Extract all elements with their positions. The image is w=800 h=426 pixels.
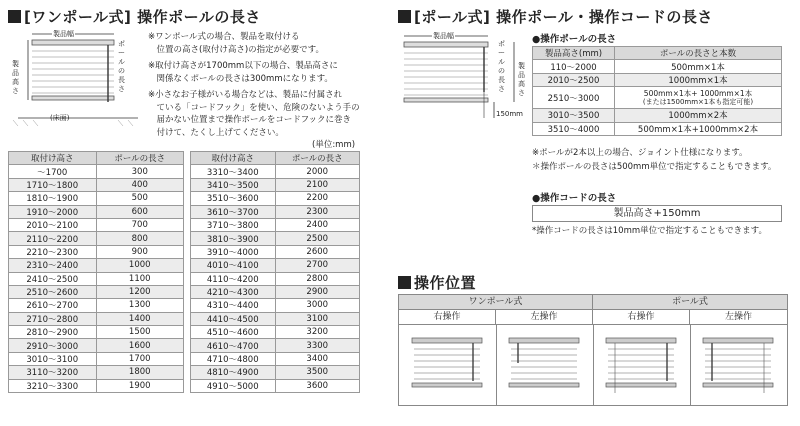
one-pole-pole-label: ポールの長さ xyxy=(118,40,125,93)
pole-length-cell: 2300 xyxy=(275,205,360,218)
table-row xyxy=(191,192,360,205)
pole-length-cell: 2000 xyxy=(275,165,360,178)
one-pole-notes xyxy=(148,31,360,139)
height-cell: 2410～2500 xyxy=(9,272,97,285)
col-header: ポールの長さ xyxy=(96,152,184,165)
height-cell: 2810～2900 xyxy=(9,326,97,339)
pole-spec-cell: 1000mm×2本 xyxy=(615,109,782,122)
pole-table xyxy=(532,46,782,136)
col-right-op-1: 右操作 xyxy=(399,310,496,325)
table-row xyxy=(9,285,184,298)
note-line: ている「コードフック」を使い、危険のないよう手の xyxy=(148,102,360,113)
table-row xyxy=(9,339,184,352)
pole-length-cell: 2800 xyxy=(275,272,360,285)
pole-length-cell: 2900 xyxy=(275,285,360,298)
pole-length-cell: 1700 xyxy=(96,352,184,365)
height-cell: 3410～3500 xyxy=(191,178,276,191)
height-cell: 3110～3200 xyxy=(9,366,97,379)
height-cell: 2910～3000 xyxy=(9,339,97,352)
table-row xyxy=(9,379,184,392)
table-row xyxy=(191,272,360,285)
pole-width-label: 製品幅 xyxy=(433,32,454,40)
height-cell: 4910～5000 xyxy=(191,379,276,392)
note-line: ※ワンポール式の場合、製品を取付ける xyxy=(148,32,300,42)
one-pole-table-2 xyxy=(190,151,360,393)
note-line: 付けて、たくし上げてください。 xyxy=(148,127,284,138)
one-pole-width-label: 製品幅 xyxy=(53,30,74,38)
table-row xyxy=(9,178,184,191)
height-cell: 3010～3100 xyxy=(9,352,97,365)
product-height-cell: 3010～3500 xyxy=(533,109,615,122)
table-row xyxy=(191,339,360,352)
height-cell: 4410～4500 xyxy=(191,312,276,325)
table-row xyxy=(191,285,360,298)
table-row xyxy=(191,178,360,191)
height-cell: 2010～2100 xyxy=(9,218,97,231)
pole-spec-cell: 500mm×1本 xyxy=(615,60,782,73)
height-cell: 2610～2700 xyxy=(9,299,97,312)
pole-length-cell: 1900 xyxy=(96,379,184,392)
col-right-op-2: 右操作 xyxy=(593,310,690,325)
pole-note-2: ＊操作ポールの長さは500mm単位で指定することもできます。 xyxy=(532,162,777,172)
height-cell: 3810～3900 xyxy=(191,232,276,245)
pole-length-cell: 2100 xyxy=(275,178,360,191)
pole-length-cell: 1200 xyxy=(96,285,184,298)
table-row xyxy=(9,352,184,365)
table-row xyxy=(9,218,184,231)
unit-label: (単位:mm) xyxy=(312,140,356,150)
table-row xyxy=(9,366,184,379)
cord-len-label: 150mm xyxy=(496,110,523,118)
one-pole-height-label: 製品高さ xyxy=(12,60,19,95)
pole-length-cell: 2400 xyxy=(275,218,360,231)
pole-spec-cell: 500mm×1本+1000mm×2本 xyxy=(615,122,782,135)
blind-pole-right-icon xyxy=(605,337,677,397)
table-row xyxy=(9,232,184,245)
height-cell: 2710～2800 xyxy=(9,312,97,325)
table-row xyxy=(191,299,360,312)
table-row xyxy=(191,326,360,339)
pole-length-cell: 700 xyxy=(96,218,184,231)
height-cell: 3710～3800 xyxy=(191,218,276,231)
one-pole-title: [ワンポール式] 操作ポールの長さ xyxy=(8,6,261,27)
table-row xyxy=(9,192,184,205)
one-pole-diagram xyxy=(8,30,148,130)
pole-length-cell: 3300 xyxy=(275,339,360,352)
height-cell: 4310～4400 xyxy=(191,299,276,312)
table-row xyxy=(191,232,360,245)
height-cell: 2210～2300 xyxy=(9,245,97,258)
pole-length-cell: 3100 xyxy=(275,312,360,325)
table-row xyxy=(9,272,184,285)
note-line: ※小さなお子様がいる場合などは、製品に付属され xyxy=(148,90,343,100)
pole-spec-alt: (または1500mm×1本も指定可能) xyxy=(642,97,754,106)
table-row xyxy=(533,122,782,135)
pole-sub-title: ●操作ポールの長さ xyxy=(532,34,617,45)
floor-label: (床面) xyxy=(50,114,70,122)
pole-length-cell: 800 xyxy=(96,232,184,245)
group-pole: ポール式 xyxy=(593,295,787,310)
product-height-cell: 2010～2500 xyxy=(533,73,615,86)
height-cell: 4210～4300 xyxy=(191,285,276,298)
table-row xyxy=(9,245,184,258)
product-height-cell: 3510～4000 xyxy=(533,122,615,135)
col-left-op-1: 左操作 xyxy=(496,310,593,325)
pole-length-cell: 3600 xyxy=(275,379,360,392)
height-cell: 3610～3700 xyxy=(191,205,276,218)
note-line: 関係なくポールの長さは300mmになります。 xyxy=(148,73,333,84)
pole-length-cell: 3500 xyxy=(275,366,360,379)
table-row xyxy=(9,312,184,325)
note-line: 位置の高さ(取付け高さ)の指定が必要です。 xyxy=(148,44,324,55)
height-cell: 3510～3600 xyxy=(191,192,276,205)
cord-sub-title: ●操作コードの長さ xyxy=(532,193,617,204)
product-height-cell: 110～2000 xyxy=(533,60,615,73)
table-row xyxy=(533,60,782,73)
table-row xyxy=(191,245,360,258)
pole-length-cell: 1000 xyxy=(96,259,184,272)
height-cell: 4610～4700 xyxy=(191,339,276,352)
height-cell: 4510～4600 xyxy=(191,326,276,339)
table-row xyxy=(9,259,184,272)
height-cell: 2510～2600 xyxy=(9,285,97,298)
one-pole-table-1 xyxy=(8,151,184,393)
height-cell: 2310～2400 xyxy=(9,259,97,272)
pole-length-cell: 300 xyxy=(96,165,184,178)
pole-length-cell: 2500 xyxy=(275,232,360,245)
table-row xyxy=(191,352,360,365)
pole-note-1: ※ポールが2本以上の場合、ジョイント仕様になります。 xyxy=(532,148,748,158)
position-title: 操作位置 xyxy=(398,272,476,293)
pole-length-cell: 1500 xyxy=(96,326,184,339)
group-one-pole: ワンポール式 xyxy=(399,295,593,310)
pole-spec-line: 500mm×1本+ 1000mm×1本 xyxy=(643,88,753,98)
cord-value-box: 製品高さ+150mm xyxy=(532,205,782,222)
table-row xyxy=(191,259,360,272)
blind-one-pole-left-icon xyxy=(508,337,580,397)
cord-note: *操作コードの長さは10mm単位で指定することもできます。 xyxy=(532,226,767,236)
table-row xyxy=(533,109,782,122)
height-cell: 1810～1900 xyxy=(9,192,97,205)
pole-length-cell: 900 xyxy=(96,245,184,258)
table-row xyxy=(9,165,184,178)
height-cell: 3310～3400 xyxy=(191,165,276,178)
note-line: 届かない位置まで操作ポールをコードフックに巻き xyxy=(148,115,351,125)
table-row xyxy=(191,312,360,325)
pole-height-label: 製品高さ xyxy=(518,62,525,97)
pole-length-cell: 1600 xyxy=(96,339,184,352)
pole-length-cell: 1800 xyxy=(96,366,184,379)
col-header: 取付け高さ xyxy=(9,152,97,165)
col-header: 取付け高さ xyxy=(191,152,276,165)
table-row xyxy=(533,73,782,86)
pole-pole-label: ポールの長さ xyxy=(498,40,505,93)
table-row xyxy=(9,326,184,339)
position-panel xyxy=(398,294,788,406)
pole-spec-cell xyxy=(615,87,782,109)
height-cell: 4810～4900 xyxy=(191,366,276,379)
height-cell: 1910～2000 xyxy=(9,205,97,218)
table-row xyxy=(9,205,184,218)
table-row xyxy=(191,218,360,231)
height-cell: ～1700 xyxy=(9,165,97,178)
table-row xyxy=(191,205,360,218)
table-row xyxy=(191,379,360,392)
height-cell: 4010～4100 xyxy=(191,259,276,272)
height-cell: 4710～4800 xyxy=(191,352,276,365)
col-left-op-2: 左操作 xyxy=(690,310,787,325)
pole-spec-cell: 1000mm×1本 xyxy=(615,73,782,86)
height-cell: 3210～3300 xyxy=(9,379,97,392)
product-height-cell: 2510～3000 xyxy=(533,87,615,109)
height-cell: 4110～4200 xyxy=(191,272,276,285)
pole-title: [ポール式] 操作ポール・操作コードの長さ xyxy=(398,6,713,27)
col-header: 製品高さ(mm) xyxy=(533,47,615,60)
height-cell: 1710～1800 xyxy=(9,178,97,191)
table-row xyxy=(9,299,184,312)
pole-length-cell: 500 xyxy=(96,192,184,205)
height-cell: 3910～4000 xyxy=(191,245,276,258)
pole-length-cell: 3200 xyxy=(275,326,360,339)
table-row xyxy=(191,165,360,178)
blind-one-pole-right-icon xyxy=(411,337,483,397)
pole-length-cell: 2200 xyxy=(275,192,360,205)
pole-length-cell: 2700 xyxy=(275,259,360,272)
col-header: ポールの長さ xyxy=(275,152,360,165)
pole-length-cell: 1300 xyxy=(96,299,184,312)
pole-length-cell: 3400 xyxy=(275,352,360,365)
height-cell: 2110～2200 xyxy=(9,232,97,245)
blind-pole-left-icon xyxy=(702,337,774,397)
pole-length-cell: 1100 xyxy=(96,272,184,285)
note-line: ※取付け高さが1700mm以下の場合、製品高さに xyxy=(148,61,338,71)
pole-length-cell: 2600 xyxy=(275,245,360,258)
col-header: ポールの長さと本数 xyxy=(615,47,782,60)
pole-length-cell: 600 xyxy=(96,205,184,218)
table-row xyxy=(191,366,360,379)
pole-length-cell: 3000 xyxy=(275,299,360,312)
table-row xyxy=(533,87,782,109)
pole-length-cell: 1400 xyxy=(96,312,184,325)
pole-length-cell: 400 xyxy=(96,178,184,191)
